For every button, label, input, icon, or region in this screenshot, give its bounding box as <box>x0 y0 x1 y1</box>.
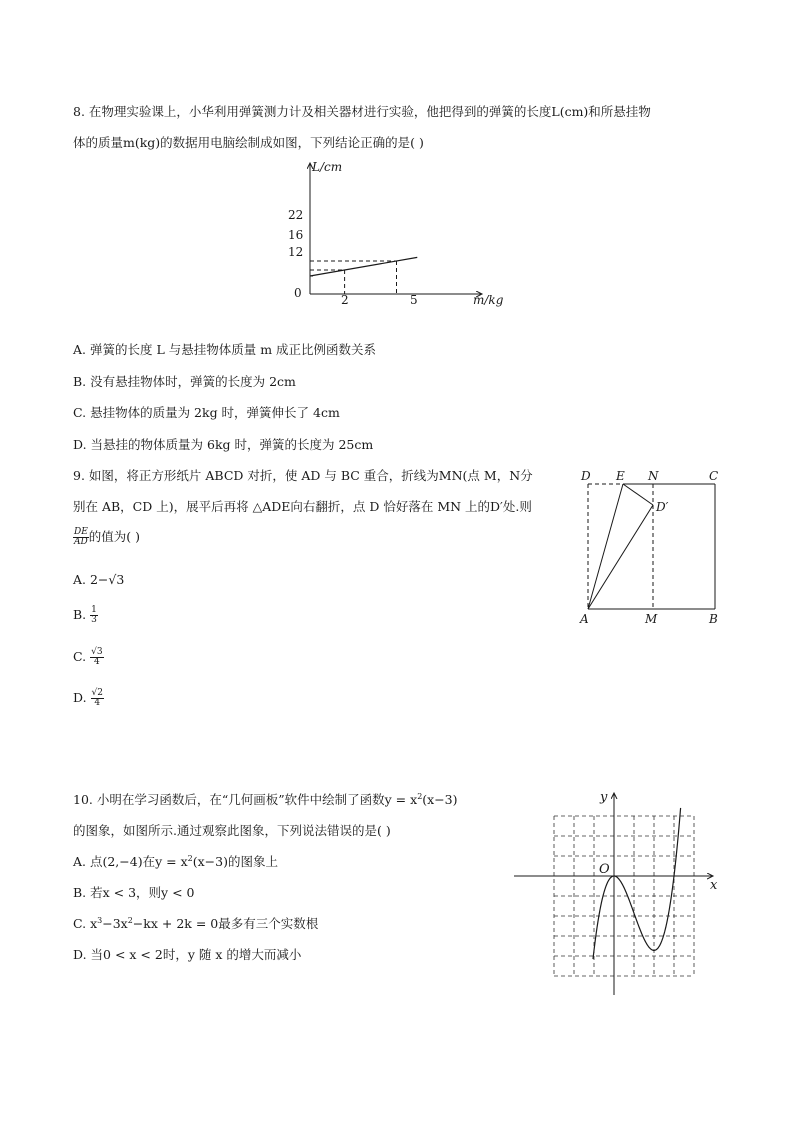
q9-option-c[interactable] <box>73 648 104 667</box>
q9-fraction-de-ad <box>73 528 89 547</box>
q9-stem-line-2: 别在 AB，CD 上)，展平后再将 △ADE向右翻折，点 D 恰好落在 MN 上的D′处.则 <box>73 499 532 514</box>
q9-option-d-num: √2 <box>91 688 104 698</box>
q9-label-d-prime: D′ <box>656 500 669 514</box>
q8-origin-label: 0 <box>294 286 302 300</box>
q10-func-exp: 2 <box>417 791 423 801</box>
q9-label-e: E <box>616 469 625 483</box>
q8-x-tick-2: 2 <box>341 293 349 307</box>
q9-option-d-prefix: D. <box>73 690 87 705</box>
q8-y-axis-label: L/cm <box>312 160 343 174</box>
q10-option-c-part-b: −3x <box>102 916 128 931</box>
q10-option-a-exp: 2 <box>187 853 193 863</box>
q8-stem-line-2: 体的质量m(kg)的数据用电脑绘制成如图，下列结论正确的是( ) <box>73 135 424 150</box>
q10-func-base: y = x <box>384 792 418 807</box>
q9-label-n: N <box>648 469 659 483</box>
q9-option-c-den: 4 <box>93 657 100 667</box>
q9-segment-ae <box>588 484 623 609</box>
q9-option-b-num: 1 <box>91 605 97 615</box>
q10-stem-line-2: 的图象，如图所示.通过观察此图象，下列说法错误的是( ) <box>73 823 391 838</box>
q10-option-c-part-a: C. x <box>73 916 98 931</box>
q9-option-d[interactable] <box>73 689 104 708</box>
q8-option-a[interactable]: A. 弹簧的长度 L 与悬挂物体质量 m 成正比例函数关系 <box>73 342 377 357</box>
q8-x-axis-label: m/kg <box>473 293 504 307</box>
q10-func-tail: (x−3) <box>422 792 458 807</box>
q8-series-line <box>310 257 417 276</box>
q9-option-c-frac <box>90 648 103 667</box>
q9-square-fold-figure <box>575 464 735 629</box>
q9-option-b[interactable] <box>73 606 98 625</box>
q8-y-tick-22: 22 <box>288 208 304 222</box>
q8-stem-line-1: 8. 在物理实验课上，小华利用弹簧测力计及相关器材进行实验，他把得到的弹簧的长度L(cm)和所悬挂物 <box>73 104 651 119</box>
q9-segment-ed-prime <box>623 484 653 505</box>
q10-y-axis-label: y <box>600 790 608 805</box>
q10-option-c-exp2: 2 <box>127 915 133 925</box>
q10-option-a-suffix: (x−3)的图象上 <box>192 854 278 869</box>
q10-option-d[interactable]: D. 当0 < x < 2时，y 随 x 的增大而减小 <box>73 947 302 962</box>
q10-function-curve <box>593 808 681 959</box>
q8-y-tick-16: 16 <box>288 228 304 242</box>
q9-option-d-frac <box>91 689 104 708</box>
q9-label-d: D <box>581 469 591 483</box>
q10-origin-label: O <box>599 862 610 877</box>
q9-stem-line-3 <box>73 528 140 547</box>
q9-label-a: A <box>580 612 589 626</box>
q8-option-c[interactable]: C. 悬挂物体的质量为 2kg 时，弹簧伸长了 4cm <box>73 405 340 420</box>
q10-x-axis-label: x <box>710 878 718 893</box>
q8-spring-length-chart <box>280 155 520 310</box>
q9-segment-ad-prime <box>588 505 653 609</box>
q9-label-b: B <box>709 612 718 626</box>
q10-option-c-exp3: 3 <box>97 915 103 925</box>
q10-option-c[interactable] <box>73 916 318 932</box>
q10-option-b[interactable]: B. 若x < 3，则y < 0 <box>73 885 195 900</box>
q9-option-a[interactable]: A. 2−√3 <box>73 572 125 587</box>
q9-option-c-num: √3 <box>91 647 103 657</box>
q9-option-d-den: 4 <box>94 698 101 708</box>
q10-option-c-part-c: −kx + 2k = 0最多有三个实数根 <box>132 916 319 931</box>
q8-option-d[interactable]: D. 当悬挂的物体质量为 6kg 时，弹簧的长度为 25cm <box>73 437 374 452</box>
q10-option-a-func: y = x <box>155 854 188 869</box>
q9-option-b-frac <box>90 606 98 625</box>
q10-stem-prefix: 10. 小明在学习函数后，在“几何画板”软件中绘制了函数 <box>73 792 385 807</box>
q10-function <box>385 792 458 807</box>
q9-label-c: C <box>709 469 719 483</box>
q9-label-m: M <box>645 612 658 626</box>
q8-x-tick-5: 5 <box>410 293 418 307</box>
q10-option-a[interactable] <box>73 854 278 870</box>
q9-stem-tail: 的值为( ) <box>88 529 141 544</box>
q9-frac-den: AD <box>74 537 88 547</box>
q10-cubic-graph <box>510 785 725 1000</box>
q10-dashed-grid <box>554 816 694 976</box>
q8-y-tick-12: 12 <box>288 245 304 259</box>
q8-option-b[interactable]: B. 没有悬挂物体时，弹簧的长度为 2cm <box>73 374 296 389</box>
q10-option-a-prefix: A. 点(2,−4)在 <box>73 854 156 869</box>
q9-option-c-prefix: C. <box>73 649 87 664</box>
q9-option-b-den: 3 <box>91 615 97 625</box>
q9-frac-num: DE <box>74 527 88 537</box>
q10-stem-line-1 <box>73 792 458 808</box>
q9-stem-line-1: 9. 如图，将正方形纸片 ABCD 对折，使 AD 与 BC 重合，折线为MN(点 M，N分 <box>73 468 533 483</box>
q9-option-b-prefix: B. <box>73 607 87 622</box>
